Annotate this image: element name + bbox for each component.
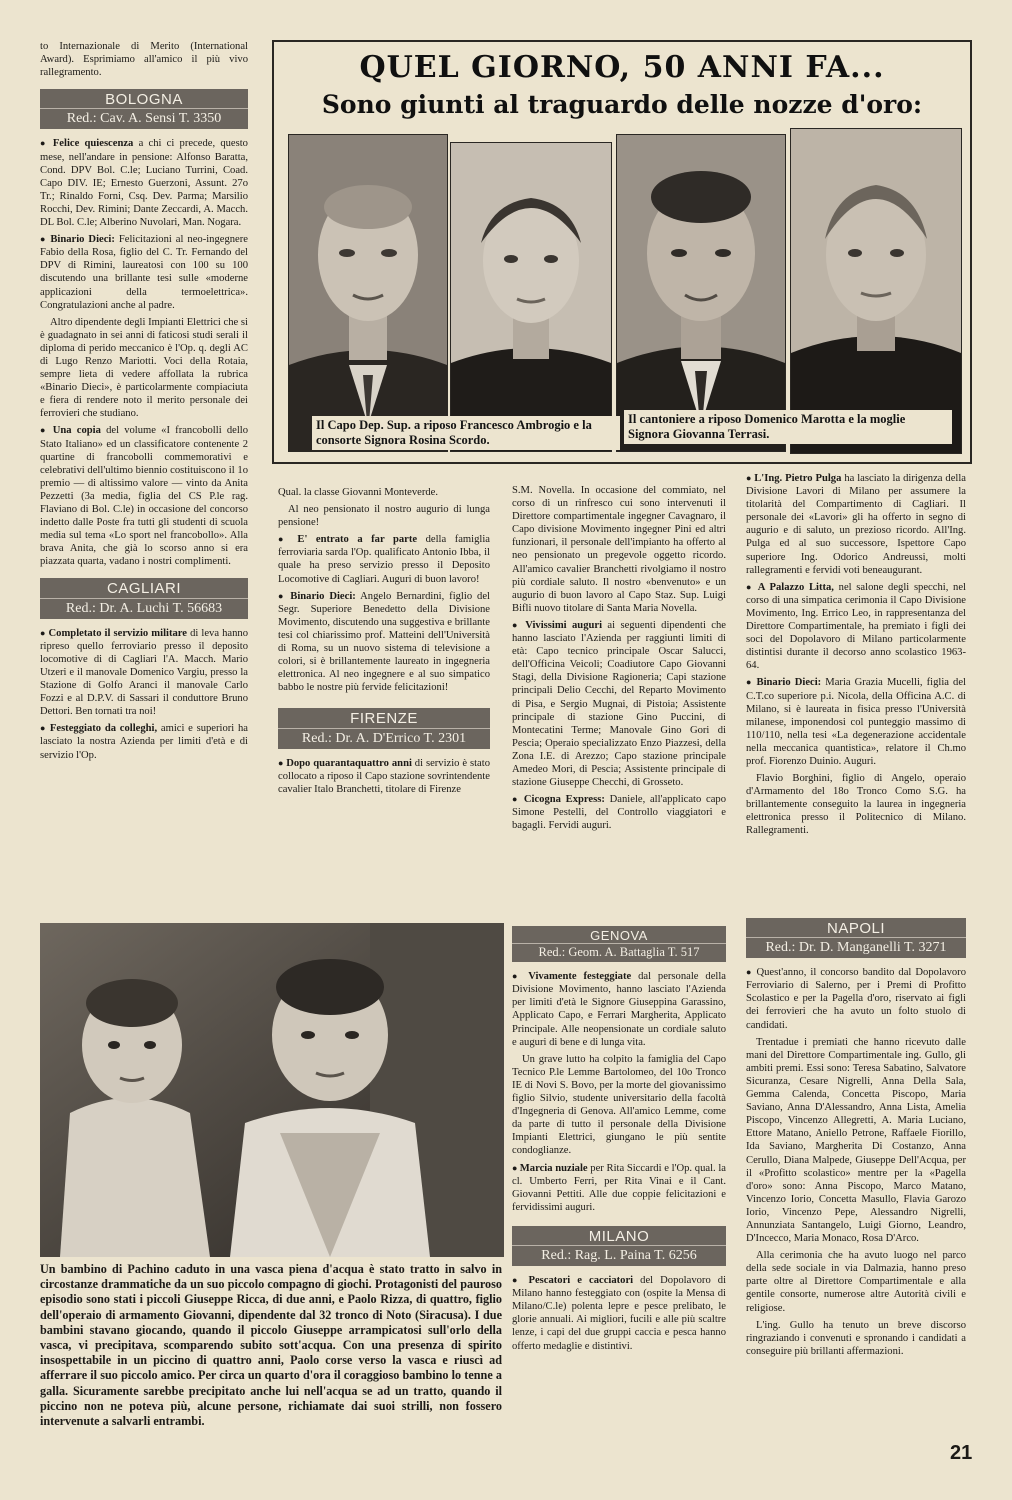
- feature-title: QUEL GIORNO, 50 ANNI FA...: [359, 50, 885, 85]
- column-2: [278, 486, 490, 800]
- bologna-editor: Red.: Cav. A. Sensi T. 3350: [66, 111, 222, 127]
- milano-paragraph-5: Flavio Borghini, figlio di Angelo, operaio d'Armamento del 18o Tronco Como S.G. ha brillantemente conseguito la laurea in ingegneria elettronica presso il Politecnico di Milano. Rallegramenti.: [746, 773, 966, 837]
- genova-city: GENOVA: [512, 926, 726, 944]
- bologna-paragraph-1: ● Felice quiescenza a chi ci precede, questo mese, nell'andare in pensione: Alfonso Baratta, Cond. DPV Bol. C.le; Luciano Turrini, Coad. Capo DIV. IE; Ernesto Guerzoni, Assunt. 27o Tr.; Rinaldo Forni, Csq. Dev. Parma; Marsilio Rocchi, Dev. Rimini; Dante Zeccardi, A. Macch. DL Bol. C.le; Alberino Nuvolari, Man. Nogara.: [40, 137, 248, 229]
- cagliari-city: CAGLIARI: [40, 578, 248, 598]
- bologna-paragraph-3: Altro dipendente degli Impianti Elettrici che si è guadagnato in sei anni di faticosi studi serali il diploma di perido meccanico è l'Op. q. degli AC di Lugo Renzo Mariotti. Voci della Rotaia, sempre lieta di vedere affollata la rubrica «Binario Dieci», è particolarmente compiaciuta e fiera di rendere noto il merito personale dei ferrovieri che studiano.: [40, 316, 248, 420]
- napoli-editor: Red.: Dr. D. Manganelli T. 3271: [765, 940, 947, 956]
- firenze-editor: Red.: Dr. A. D'Errico T. 2301: [301, 730, 467, 746]
- caption-ambrogio: Il Capo Dep. Sup. a riposo Francesco Ambrogio e la consorte Signora Rosina Scordo.: [312, 416, 620, 450]
- bologna-paragraph-4: ● Una copia del volume «I francobolli dello Stato Italiano» ed un classificatore contenente 2 quartine di francobolli commemorativi e celebrativi dell'ultimo biennio costituiscono il 1o premio — di altissimo valore — vinto da Anita Pezzetti (3a media, figlia del CS P.le rag. Flaviano di Bol. C.le) in occasione del concorso indetto dalle Poste fra tutti gli studenti di scuola media sul tema «Lo sport nel francobollo». Alla brava Anita, che già lo scorso anno si era piazzata quarta, vadano i nostri complimenti.: [40, 424, 248, 568]
- firenze-paragraph-1: ● Dopo quarantaquattro anni di servizio è stato collocato a riposo il Capo stazione sovrintendente cavalier Italo Branchetti, titolare di Firenze: [278, 757, 490, 796]
- firenze-paragraph-4: ● Cicogna Express: Daniele, all'applicato capo Simone Pestelli, del Controllo viaggiatori e bagagli. Fervidi auguri.: [512, 793, 726, 832]
- column-4-upper: [746, 472, 966, 842]
- portrait-domenico-marotta: [616, 134, 786, 452]
- milano-paragraph-1: ● Pescatori e cacciatori del Dopolavoro di Milano hanno festeggiato con (ospite la Mensa di Milano/C.le) polenta lepre e pesce prelibato, le glorie annuali. Ai migliori, fucili e alle più scaltre lenze, i capi del due gruppi caccia e pesca hanno offerto medaglie e distintivi.: [512, 1274, 726, 1353]
- genova-masthead: [512, 926, 726, 962]
- column-3-upper: [512, 484, 726, 836]
- bologna-masthead: [40, 89, 248, 129]
- milano-paragraph-2: ● L'Ing. Pietro Pulga ha lasciato la dirigenza della Divisione Lavori di Milano per assumere la titolarità del Compartimento di Cagliari. Il personale dei «Lavori» gli ha offerto in segno di augurio e di saluto, un prezioso ricordo. All'Ing. Pulga ed al suo successore, Ispettore Capo superiore Ing. Odorico Andreussi, molti rallegramenti e fervidi voti beneaugurant.: [746, 472, 966, 577]
- cagliari-paragraph-3: Qual. la classe Giovanni Monteverde.: [278, 487, 439, 498]
- napoli-paragraph-4: L'ing. Gullo ha tenuto un breve discorso ringraziando i convenuti e spronando i candidati a conseguire più brillanti affermazioni.: [746, 1319, 966, 1357]
- cagliari-paragraph-6: ● Binario Dieci: Angelo Bernardini, figlio del Segr. Superiore Benedetto della Divisione Movimento, discutendo una suggestiva e brillante tesi col chiarissimo prof. Matteini dell'Università di Roma, su un nuovo sistema di televisione a colori, si è brillantemente laureato in ingegneria elettronica. Al neo ingegnere e al suo simpatico babbo le nostre più fervide felicitazioni!: [278, 590, 490, 695]
- cagliari-paragraph-1: ● Completato il servizio militare di leva hanno ripreso quello ferroviario presso il deposito locomotive di di Cagliari l'A. Macch. Mario Utzeri e il manovale Domenico Vargiu, presso la Stazione di Golfo Aranci il manovale Carlo Fozzi e al D.P.V. di Sassari il conduttore Bruno Dettori. Ben tornati tra noi!: [40, 627, 248, 719]
- bologna-paragraph-2: ● Binario Dieci: Felicitazioni al neo-ingegnere Fabio della Rosa, figlio del C. Tr. Fernando del DPV di Rimini, laureatosi con 100 su 100 discutendo una brillante tesi sulle «moderne applicazioni della termoelettrica». Congratulazioni anche al padre.: [40, 233, 248, 312]
- portrait-woman-2-image: [791, 129, 961, 453]
- napoli-city: NAPOLI: [746, 918, 966, 938]
- feature-subtitle: Sono giunti al traguardo delle nozze d'oro:: [321, 90, 923, 119]
- column-4-lower: [746, 918, 966, 1362]
- cagliari-paragraph-4: Al neo pensionato il nostro augurio di lunga pensione!: [278, 504, 490, 529]
- genova-paragraph-3: ● Marcia nuziale per Rita Siccardi e l'Op. qual. la cl. Umberto Ferri, per Rita Vinai e il Cant. Giovanni Pettiti. Alle due coppie felicitazioni e fervidissimi auguri.: [512, 1162, 726, 1214]
- children-photo-caption: Un bambino di Pachino caduto in una vasca piena d'acqua è stato tratto in salvo in circostanze drammatiche da un suo piccolo compagno di giochi. Protagonisti del pauroso episodio sono stati i piccoli Giuseppe Ricca, di due anni, e Paolo Rizza, di quattro, figlio dell'operaio di armamento Giovanni, dipendente dal 32 tronco di Noto (Siracusa). I due bambini stavano giocando, quando il piccolo Giuseppe arrampicatosi sull'orlo della vasca, vi precipitava, scomparendo subito sott'acqua. Con una presenza di spirito insospettabile in un piccino di quattro anni, Paolo corse verso la vasca e riuscì ad afferrare il suo piccolo amico. Per circa un quarto d'ora il coraggioso bambino lo tenne a galla. Sicuramente sarebbe precipitato anche lui nell'acqua se ad un tratto, quando il piccino non ne poteva più, alcune persone, richiamate dai suoi strilli, non fossero intervenute a salvarli entrambi.: [40, 1262, 502, 1429]
- portrait-woman-1-image: [451, 143, 611, 451]
- genova-paragraph-1: ● Vivamente festeggiate dal personale della Divisione Movimento, hanno lasciato l'Azienda per limiti d'età le Signore Giuseppina Garassino, Applicato Capo, e Ferrari Margherita, Applicato Principale. Alle neopensionate un cordiale saluto e auguri di bene e di lunga vita.: [512, 970, 726, 1049]
- column-left: [40, 40, 248, 766]
- children-photo: [40, 923, 504, 1257]
- napoli-paragraph-1: ● Quest'anno, il concorso bandito dal Dopolavoro Ferroviario di Salerno, per i Premi di Profitto Scolastico e per la Pagella d'oro, riservato ai figli dei ferrovieri che ha avuto un folto stuolo di candidati.: [746, 966, 966, 1031]
- firenze-paragraph-2: S.M. Novella. In occasione del commiato, nel corso di un rinfresco cui sono intervenuti il Direttore compartimentale ingegner Cavagnaro, il Capo divisione Movimento ingegner Pini ed altri funzionari, il personale dell'impianto ha offerto al neo pensionato un pregevole oggetto ricordo. All'amico cavalier Branchetti rivolgiamo il nostro più cordiale saluto. Il nostro «benvenuto» e un augurio di buon lavoro al Capo Staz. Sup. Luigi Bifli nuovo titolare di Santa Maria Novella.: [512, 485, 726, 614]
- cagliari-paragraph-5: ● E' entrato a far parte della famiglia ferroviaria sarda l'Op. qualificato Antonio Ibba, il quale ha preso servizio presso il Deposito Locomotive di Cagliari. Auguri di buon lavoro!: [278, 533, 490, 585]
- intro-paragraph: to Internazionale di Merito (International Award). Esprimiamo all'amico il più vivo rallegramento.: [40, 41, 248, 79]
- genova-editor: Red.: Geom. A. Battaglia T. 517: [538, 945, 700, 960]
- napoli-paragraph-2: Trentadue i premiati che hanno ricevuto dalle mani del Direttore Compartimentale ing. Gullo, gli ambiti premi. Essi sono: Teresa Sabatino, Salvatore Sicuranza, Cesare Nigrelli, Anna Della Sala, Gemma Calenda, Concetta Piscopo, Maria Saviano, Anna D'Alessandro, Anna Lista, Amelia Piscopo, Vincenzo Allegretti, A. Maria Luciano, Ettore Matano, Aniello Petrone, Raffaele Fiorillo, Ida Saviano, Margherita Di Costanzo, Anna Cerullo, Diana Malpede, Giuseppe Dell'Acqua, per il «Profitto scolastico» mentre per la «Pagella d'oro» sono: Anna Piscopo, Marco Matano, Vincenzo Iorio, Concetta Masullo, Flavia Garozo Iorio, Vincenzo Pepe, Alessandro Nigrelli, Annunziata Santangelo, Luigi Giorno, Leandro, D'Incecco, Maria Monaco, Rosa D'Arco.: [746, 1036, 966, 1245]
- firenze-paragraph-3: ● Vivissimi auguri ai seguenti dipendenti che hanno lasciato l'Azienda per raggiunti limiti di età: Capo tecnico principale Oscar Salucci, dell'Officina Veicoli; Coadiutore Capo Giovanni Stagi, della Divisione Ragioneria; Capi stazione principali Delio Cecchi, del Reparto Movimento di Pisa, e Sergio Mugnai, di Pistoia; Assistente principale di stazione Gino Puccini, di Montecatini Terme; Manovale Gino Gori di Pescia; Operaio specializzato Enzo Piazzesi, della Zona I.E. di Arezzo; Capo stazione principale Amedeo Mori, di Pescia; Assistente principale di stazione Giuseppe Checchi, di Grosseto.: [512, 619, 726, 789]
- bologna-city: BOLOGNA: [40, 89, 248, 109]
- milano-masthead: [512, 1226, 726, 1266]
- milano-city: MILANO: [512, 1226, 726, 1246]
- firenze-city: FIRENZE: [278, 708, 490, 728]
- cagliari-paragraph-2: ● Festeggiato da colleghi, amici e superiori ha lasciato la nostra Azienda per limiti d'età e di servizio l'Op.: [40, 722, 248, 761]
- caption-marotta: Il cantoniere a riposo Domenico Marotta e la moglie Signora Giovanna Terrasi.: [624, 410, 952, 444]
- golden-wedding-box: [272, 40, 972, 464]
- column-3-lower: [512, 926, 726, 1357]
- portrait-man-1-image: [289, 135, 447, 451]
- genova-paragraph-2: Un grave lutto ha colpito la famiglia del Capo Tecnico P.le Lemme Bartolomeo, del 10o Tronco IE di Novi S. Bovo, per la morte del giovanissimo figlio Silvio, studente universitario della facoltà d'Ingegneria di Genova. All'amico Lemme, come da parte di tutto il personale della Divisione Impianti Elettrici, giungano le più sentite condoglianze.: [512, 1053, 726, 1157]
- cagliari-masthead: [40, 578, 248, 618]
- napoli-paragraph-3: Alla cerimonia che ha avuto luogo nel parco della sede sociale in via Dalmazia, hanno preso parte oltre al Direttore Compartimentale e alla gentile consorte, numerose altre Autorità civili e religiose.: [746, 1250, 966, 1314]
- milano-paragraph-3: ● A Palazzo Litta, nel salone degli specchi, nel corso di una simpatica cerimonia il Capo Divisione Movimento, Ing. Errico Leo, in rappresentanza del Direttore Compartimentale, ha premiato i figli dei soci del Dopolavoro di Milano particolarmente distintisi durante il decorso anno scolastico 1963-64.: [746, 581, 966, 673]
- portrait-francesco-ambrogio: [288, 134, 448, 452]
- cagliari-editor: Red.: Dr. A. Luchi T. 56683: [65, 600, 223, 616]
- milano-editor: Red.: Rag. L. Paina T. 6256: [541, 1247, 697, 1263]
- milano-paragraph-4: ● Binario Dieci: Maria Grazia Mucelli, figlia del C.T.co superiore p.i. Nicola, della Officina A.C. di Milano, si è laureata in fisica presso l'Università milanese, imponendosi col punteggio massimo di 110/110, nella tesi «La degenerazione accidentale nella meccanica quantistica», relatore il Ch.mo prof. Fiorenzo Duinio. Auguri.: [746, 676, 966, 768]
- portrait-man-2-image: [617, 135, 785, 451]
- children-photo-image: [40, 923, 504, 1257]
- portrait-giovanna-terrasi: [790, 128, 962, 454]
- page-number: 21: [950, 1442, 973, 1464]
- firenze-masthead: [278, 708, 490, 748]
- napoli-masthead: [746, 918, 966, 958]
- portrait-rosina-scordo: [450, 142, 612, 452]
